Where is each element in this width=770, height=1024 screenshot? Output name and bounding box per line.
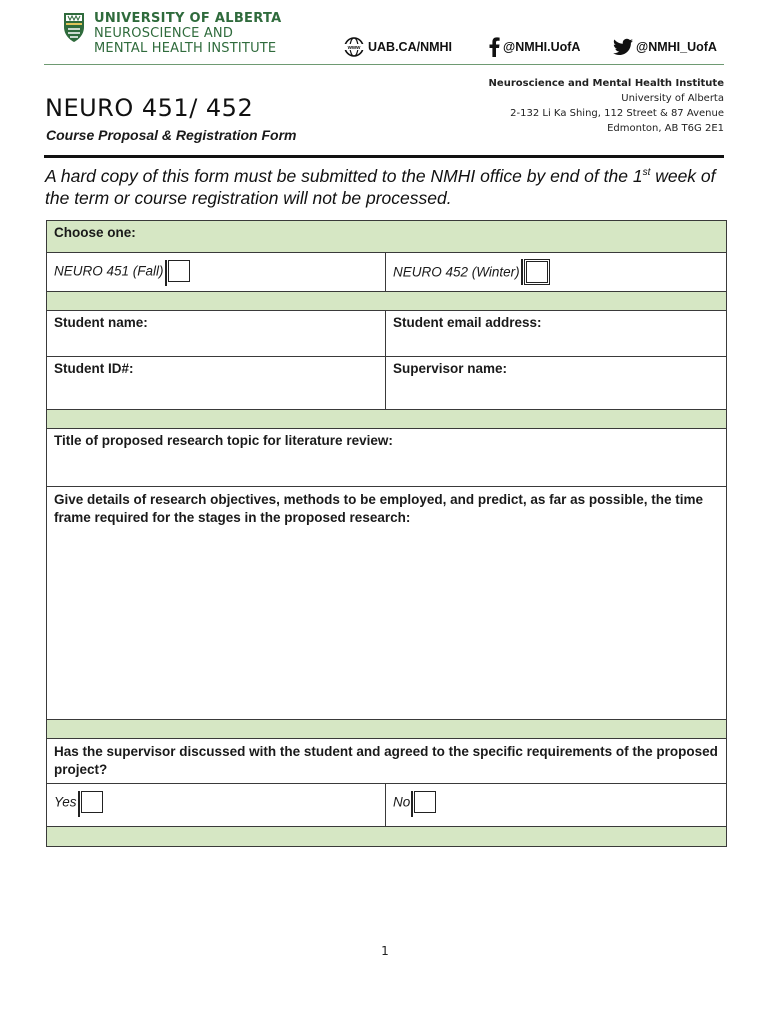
course-title: NEURO 451/ 452 [45,94,254,122]
supervisor-question-cell [47,739,727,784]
student-email-field[interactable] [386,311,727,357]
institute-name-line1: NEUROSCIENCE AND [94,26,234,41]
twitter-bird-icon [613,38,633,56]
yes-option-cell [47,784,386,827]
facebook-text: @NMHI.UofA [503,40,581,54]
header-divider [44,64,724,65]
yes-label: Yes [54,794,77,810]
globe-icon [343,37,365,57]
fall-checkbox[interactable] [168,260,190,282]
address-line3: Edmonton, AB T6G 2E1 [607,123,724,134]
university-name: UNIVERSITY OF ALBERTA [94,11,282,26]
choose-one-header [47,221,727,253]
institute-name-line2: MENTAL HEALTH INSTITUTE [94,41,277,56]
student-id-field[interactable] [47,357,386,410]
institute-wordmark [94,11,281,56]
option-winter-label: NEURO 452 (Winter) [393,264,520,280]
option-fall-cell [47,253,386,292]
no-option-cell [386,784,727,827]
no-label: No [393,794,411,810]
form-title: Course Proposal & Registration Form [46,127,297,143]
notice-text-end: week of the term or course registration will not be processed. [45,166,716,208]
supervisor-question-label: Has the supervisor discussed with the student and agreed to the specific requirements of the proposed project? [54,744,718,777]
winter-checkbox[interactable] [524,259,550,285]
research-details-label: Give details of research objectives, methods to be employed, and predict, as far as possible, the time frame required for the stages in the proposed research: [54,492,703,525]
notice-text-start: A hard copy of this form must be submitted to the NMHI office by end of the 1 [45,166,643,186]
svg-text:www: www [347,45,361,51]
research-title-field[interactable] [47,429,727,487]
title-divider [44,155,724,158]
research-title-label: Title of proposed research topic for literature review: [54,433,393,448]
university-crest-logo [62,11,86,43]
option-fall-label: NEURO 451 (Fall) [54,263,164,279]
supervisor-name-field[interactable] [386,357,727,410]
section-separator [47,410,727,429]
address-line1: University of Alberta [621,93,724,104]
institute-address [489,76,724,136]
no-checkbox[interactable] [414,791,436,813]
student-id-label: Student ID#: [54,361,134,376]
website-link[interactable] [343,37,452,57]
twitter-link[interactable] [613,37,717,57]
registration-form [46,220,727,847]
submission-notice [45,165,730,209]
student-name-field[interactable] [47,311,386,357]
choose-one-label: Choose one: [54,225,136,240]
option-winter-cell [386,253,727,292]
facebook-icon [488,37,500,57]
website-text: UAB.CA/NMHI [368,40,453,54]
address-line2: 2-132 Li Ka Shing, 112 Street & 87 Avenue [510,108,724,119]
supervisor-name-label: Supervisor name: [393,361,508,376]
address-org: Neuroscience and Mental Health Institute [488,78,724,89]
facebook-link[interactable] [488,37,580,57]
yes-checkbox[interactable] [81,791,103,813]
section-separator [47,720,727,739]
research-details-field[interactable] [47,487,727,720]
student-name-label: Student name: [54,315,148,330]
page-number: 1 [381,944,389,958]
student-email-label: Student email address: [393,315,542,330]
section-separator [47,292,727,311]
twitter-text: @NMHI_UofA [636,40,717,54]
section-separator [47,827,727,847]
notice-ordinal: st [642,167,651,179]
